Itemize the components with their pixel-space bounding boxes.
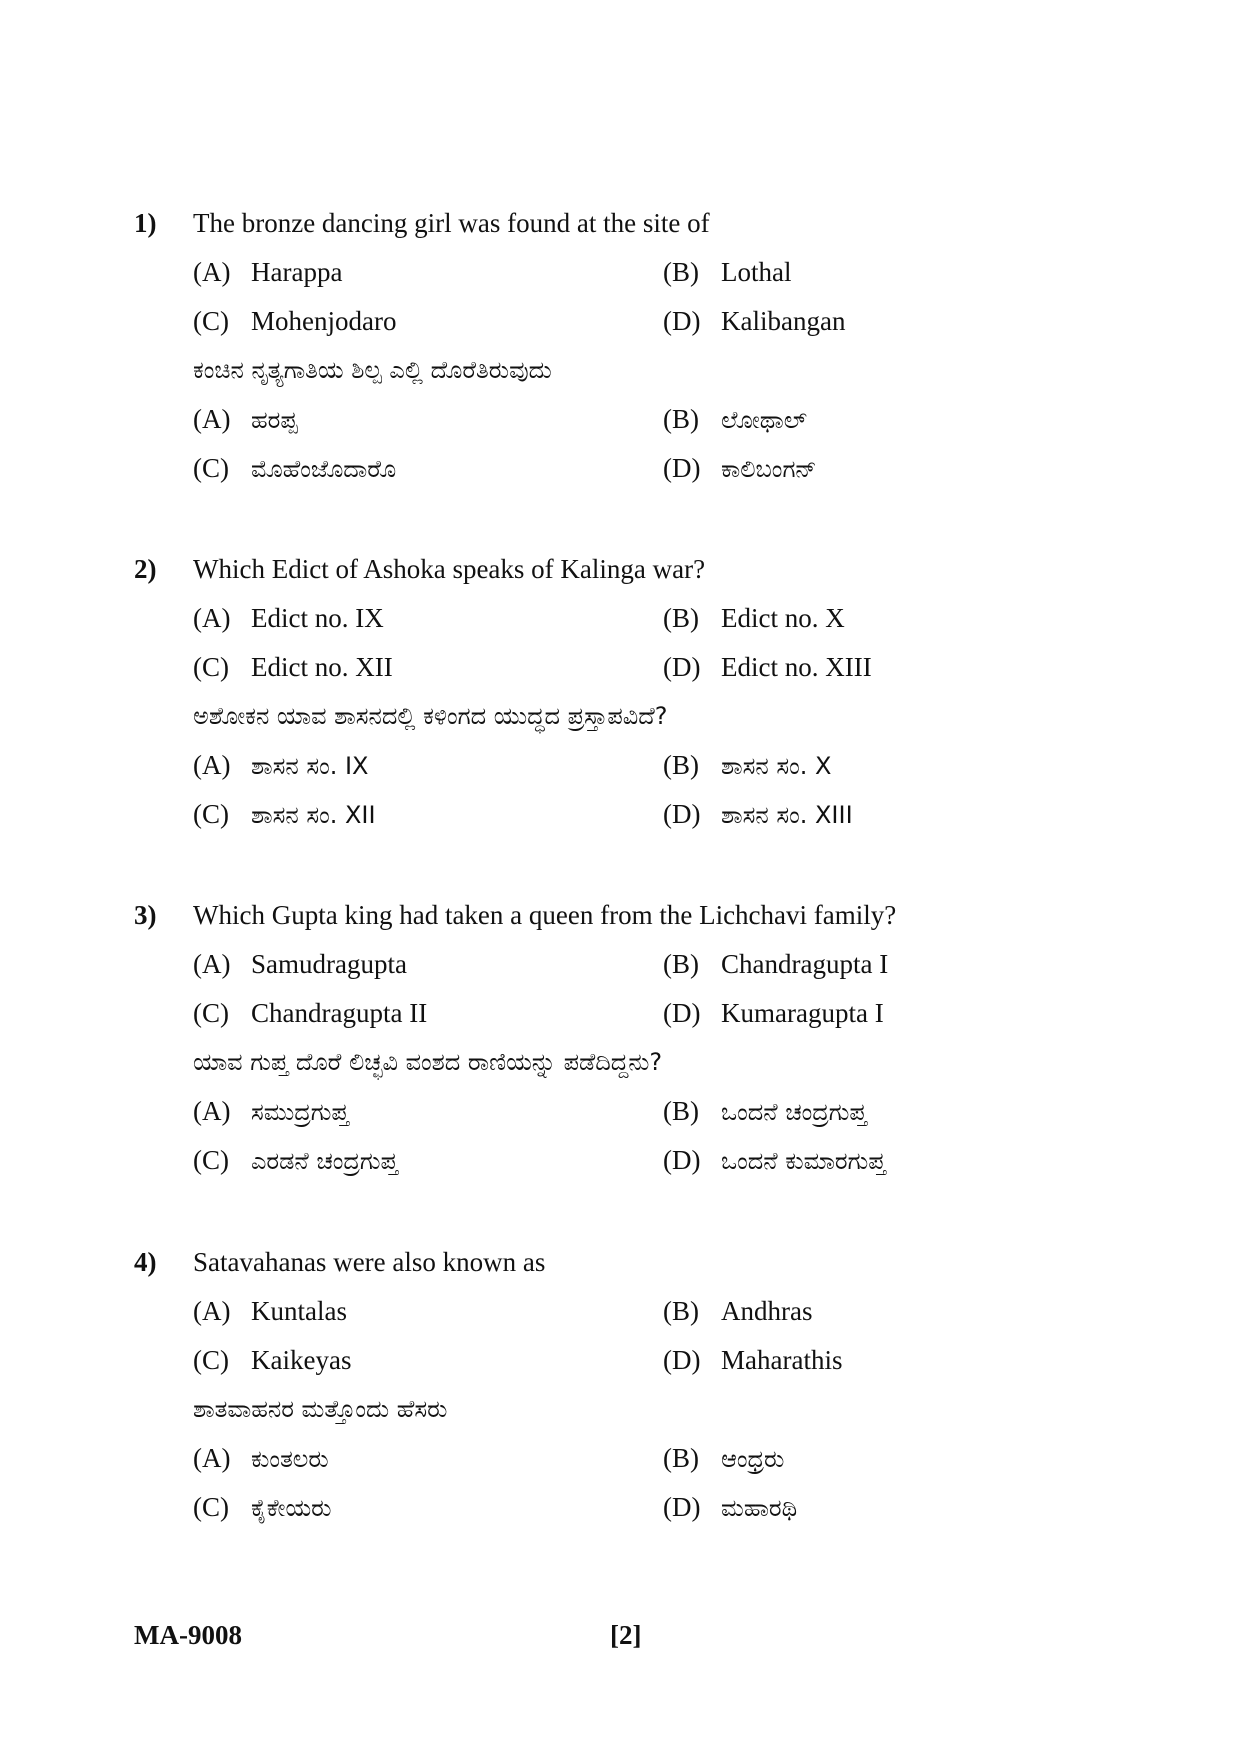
option-text: Edict no. XIII: [721, 652, 872, 682]
option-a-en: [193, 601, 384, 635]
option-text: Kaikeyas: [251, 1345, 352, 1375]
option-b-en: [663, 1294, 812, 1328]
options-en-row-2: [0, 650, 1241, 699]
option-letter: (B): [663, 1296, 699, 1326]
option-text: Harappa: [251, 257, 343, 287]
option-text: ಶಾಸನ ಸಂ. IX: [251, 752, 369, 780]
option-letter: (C): [193, 453, 229, 483]
option-text: Chandragupta I: [721, 949, 889, 979]
option-text: Edict no. X: [721, 603, 845, 633]
option-letter: (B): [663, 404, 699, 434]
question-stem-kn: ಶಾತವಾಹನರ ಮತ್ತೊಂದು ಹೆಸರು: [193, 1395, 448, 1423]
option-letter: (A): [193, 949, 231, 979]
option-text: ಶಾಸನ ಸಂ. XIII: [721, 801, 853, 829]
option-letter: (A): [193, 750, 231, 780]
option-text: ಕೈಕೇಯರು: [251, 1494, 332, 1522]
option-text: ಒಂದನೆ ಚಂದ್ರಗುಪ್ತ: [721, 1098, 867, 1126]
option-letter: (D): [663, 652, 701, 682]
options-en-row-1: [0, 1294, 1241, 1343]
option-a-kn: [193, 748, 369, 783]
option-letter: (A): [193, 257, 231, 287]
question-4: [0, 1245, 1241, 1539]
option-b-en: [663, 601, 845, 635]
option-letter: (B): [663, 257, 699, 287]
option-letter: (C): [193, 306, 229, 336]
question-stem-kn: ಕಂಚಿನ ನೃತ್ಯಗಾತಿಯ ಶಿಲ್ಪ ಎಲ್ಲಿ ದೊರೆತಿರುವುದು: [193, 356, 552, 384]
option-letter: (C): [193, 1492, 229, 1522]
options-en-row-1: [0, 255, 1241, 304]
option-text: Edict no. XII: [251, 652, 393, 682]
option-letter: (B): [663, 603, 699, 633]
option-b-kn: [663, 1094, 867, 1129]
question-stem-kn-row: [0, 353, 1241, 402]
option-a-en: [193, 255, 342, 289]
option-text: ಸಮುದ್ರಗುಪ್ತ: [251, 1098, 349, 1126]
options-kn-row-2: [0, 1490, 1241, 1539]
option-d-en: [663, 304, 845, 338]
option-b-en: [663, 947, 888, 981]
question-stem-en-row: [0, 1245, 1241, 1294]
option-letter: (D): [663, 1345, 701, 1375]
option-a-kn: [193, 1094, 349, 1129]
options-en-row-1: [0, 947, 1241, 996]
question-stem-en-row: [0, 552, 1241, 601]
option-c-en: [193, 1343, 351, 1377]
option-a-kn: [193, 1441, 329, 1476]
options-kn-row-1: [0, 1441, 1241, 1490]
option-letter: (D): [663, 799, 701, 829]
option-d-kn: [663, 451, 817, 486]
option-letter: (C): [193, 799, 229, 829]
option-c-kn: [193, 797, 376, 832]
option-d-kn: [663, 797, 853, 832]
exam-code: MA-9008: [134, 1620, 242, 1650]
option-b-kn: [663, 1441, 784, 1476]
option-text: Maharathis: [721, 1345, 843, 1375]
question-2: [0, 552, 1241, 846]
option-a-en: [193, 947, 407, 981]
question-3: [0, 898, 1241, 1192]
option-letter: (A): [193, 603, 231, 633]
option-text: ಹರಪ್ಪ: [251, 406, 298, 434]
option-letter: (B): [663, 1096, 699, 1126]
option-text: Kumaragupta I: [721, 998, 884, 1028]
question-stem-en-row: [0, 898, 1241, 947]
option-letter: (D): [663, 1492, 701, 1522]
option-d-kn: [663, 1490, 797, 1525]
option-text: ಶಾಸನ ಸಂ. X: [721, 752, 832, 780]
option-letter: (B): [663, 949, 699, 979]
option-letter: (C): [193, 652, 229, 682]
option-letter: (D): [663, 998, 701, 1028]
question-number: 3): [134, 900, 157, 930]
option-a-en: [193, 1294, 347, 1328]
option-text: ಒಂದನೆ ಕುಮಾರಗುಪ್ತ: [721, 1147, 886, 1175]
option-text: ಮೊಹೆಂಜೊದಾರೊ: [251, 455, 397, 483]
question-stem-en: The bronze dancing girl was found at the site of: [193, 208, 710, 238]
option-text: Andhras: [721, 1296, 813, 1326]
option-letter: (D): [663, 453, 701, 483]
option-text: ಮಹಾರಥಿ: [721, 1494, 798, 1522]
option-text: Lothal: [721, 257, 792, 287]
option-letter: (A): [193, 404, 231, 434]
question-number: 1): [134, 208, 157, 238]
option-letter: (B): [663, 750, 699, 780]
option-text: Mohenjodaro: [251, 306, 397, 336]
option-a-kn: [193, 402, 298, 437]
options-en-row-2: [0, 996, 1241, 1045]
option-letter: (A): [193, 1096, 231, 1126]
option-c-en: [193, 996, 427, 1030]
option-c-kn: [193, 1143, 398, 1178]
question-stem-en: Satavahanas were also known as: [193, 1247, 546, 1277]
option-text: Kuntalas: [251, 1296, 347, 1326]
option-letter: (D): [663, 1145, 701, 1175]
question-stem-kn: ಯಾವ ಗುಪ್ತ ದೊರೆ ಲಿಚ್ಛವಿ ವಂಶದ ರಾಣಿಯನ್ನು ಪಡೆದಿದ್ದನು?: [193, 1048, 663, 1076]
options-kn-row-1: [0, 748, 1241, 797]
option-text: ಶಾಸನ ಸಂ. XII: [251, 801, 376, 829]
option-letter: (C): [193, 1345, 229, 1375]
option-text: ಕುಂತಲರು: [251, 1445, 329, 1473]
option-c-kn: [193, 451, 396, 486]
option-text: Samudragupta: [251, 949, 407, 979]
option-text: Edict no. IX: [251, 603, 384, 633]
question-number: 4): [134, 1247, 157, 1277]
option-letter: (C): [193, 1145, 229, 1175]
option-text: Chandragupta II: [251, 998, 428, 1028]
options-kn-row-1: [0, 402, 1241, 451]
question-stem-en: Which Edict of Ashoka speaks of Kalinga war?: [193, 554, 706, 584]
option-text: ಕಾಲಿಬಂಗನ್: [721, 455, 817, 483]
option-letter: (B): [663, 1443, 699, 1473]
question-stem-en: Which Gupta king had taken a queen from the Lichchavi family?: [193, 900, 897, 930]
question-1: [0, 206, 1241, 500]
option-letter: (C): [193, 998, 229, 1028]
question-stem-kn-row: [0, 699, 1241, 748]
option-text: ಎರಡನೆ ಚಂದ್ರಗುಪ್ತ: [251, 1147, 398, 1175]
option-d-en: [663, 996, 884, 1030]
options-kn-row-1: [0, 1094, 1241, 1143]
options-kn-row-2: [0, 797, 1241, 846]
option-c-en: [193, 304, 396, 338]
question-number: 2): [134, 554, 157, 584]
option-b-kn: [663, 402, 807, 437]
question-stem-en-row: [0, 206, 1241, 255]
question-stem-kn-row: [0, 1045, 1241, 1094]
question-stem-kn: ಅಶೋಕನ ಯಾವ ಶಾಸನದಲ್ಲಿ ಕಳಿಂಗದ ಯುದ್ಧದ ಪ್ರಸ್ತಾಪವಿದೆ?: [193, 702, 668, 730]
option-d-en: [663, 1343, 842, 1377]
page-number: [2]: [610, 1620, 642, 1650]
options-en-row-2: [0, 304, 1241, 353]
question-stem-kn-row: [0, 1392, 1241, 1441]
option-b-kn: [663, 748, 831, 783]
options-en-row-1: [0, 601, 1241, 650]
options-kn-row-2: [0, 451, 1241, 500]
option-d-en: [663, 650, 872, 684]
option-letter: (D): [663, 306, 701, 336]
option-text: ಲೋಥಾಲ್: [721, 406, 808, 434]
option-d-kn: [663, 1143, 886, 1178]
option-c-en: [193, 650, 393, 684]
option-c-kn: [193, 1490, 332, 1525]
options-en-row-2: [0, 1343, 1241, 1392]
option-letter: (A): [193, 1296, 231, 1326]
options-kn-row-2: [0, 1143, 1241, 1192]
option-text: Kalibangan: [721, 306, 846, 336]
option-letter: (A): [193, 1443, 231, 1473]
option-b-en: [663, 255, 791, 289]
option-text: ಆಂಧ್ರರು: [721, 1445, 785, 1473]
